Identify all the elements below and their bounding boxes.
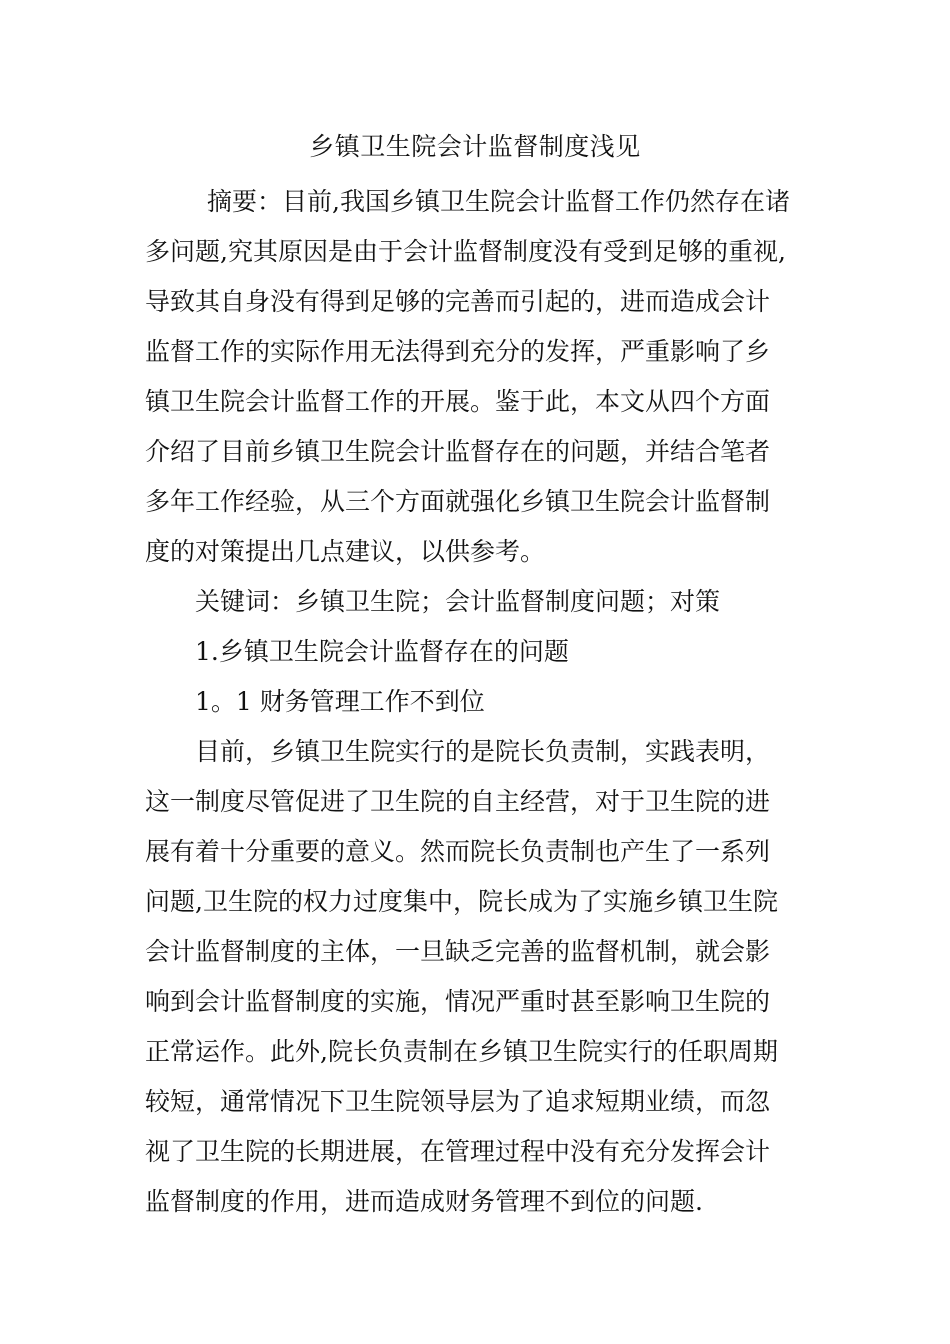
abstract-line: 镇卫生院会计监督工作的开展。鉴于此，本文从四个方面 bbox=[145, 387, 771, 416]
abstract-line: 度的对策提出几点建议，以供参考。 bbox=[145, 537, 546, 566]
paragraph-line: 会计监督制度的主体，一旦缺乏完善的监督机制，就会影 bbox=[145, 937, 771, 966]
abstract-line: 多年工作经验，从三个方面就强化乡镇卫生院会计监督制 bbox=[145, 487, 771, 516]
paragraph-line: 较短，通常情况下卫生院领导层为了追求短期业绩，而忽 bbox=[145, 1087, 771, 1116]
paragraph-line: 目前，乡镇卫生院实行的是院长负责制，实践表明， bbox=[195, 737, 771, 766]
abstract-line: 摘要：目前,我国乡镇卫生院会计监督工作仍然存在诸 bbox=[207, 187, 790, 216]
paragraph-line: 正常运作。此外,院长负责制在乡镇卫生院实行的任职周期 bbox=[145, 1037, 778, 1066]
abstract-line: 监督工作的实际作用无法得到充分的发挥，严重影响了乡 bbox=[145, 337, 771, 366]
abstract-line: 介绍了目前乡镇卫生院会计监督存在的问题，并结合笔者 bbox=[145, 437, 771, 466]
document-title: 乡镇卫生院会计监督制度浅见 bbox=[309, 132, 641, 161]
document-body bbox=[145, 177, 805, 1227]
abstract-line: 多问题,究其原因是由于会计监督制度没有受到足够的重视, bbox=[145, 237, 786, 266]
keywords-line: 关键词：乡镇卫生院；会计监督制度问题；对策 bbox=[195, 587, 721, 616]
subsection-heading: 1。1 财务管理工作不到位 bbox=[195, 687, 485, 716]
paragraph-line: 问题,卫生院的权力过度集中，院长成为了实施乡镇卫生院 bbox=[145, 887, 778, 916]
abstract-line: 导致其自身没有得到足够的完善而引起的，进而造成会计 bbox=[145, 287, 771, 316]
paragraph-line: 响到会计监督制度的实施，情况严重时甚至影响卫生院的 bbox=[145, 987, 771, 1016]
paragraph-line: 这一制度尽管促进了卫生院的自主经营，对于卫生院的进 bbox=[145, 787, 771, 816]
paragraph-line: 视了卫生院的长期进展，在管理过程中没有充分发挥会计 bbox=[145, 1137, 771, 1166]
paragraph-line: 监督制度的作用，进而造成财务管理不到位的问题. bbox=[145, 1187, 703, 1216]
paragraph-line: 展有着十分重要的意义。然而院长负责制也产生了一系列 bbox=[145, 837, 771, 866]
section-heading: 1.乡镇卫生院会计监督存在的问题 bbox=[195, 637, 569, 666]
